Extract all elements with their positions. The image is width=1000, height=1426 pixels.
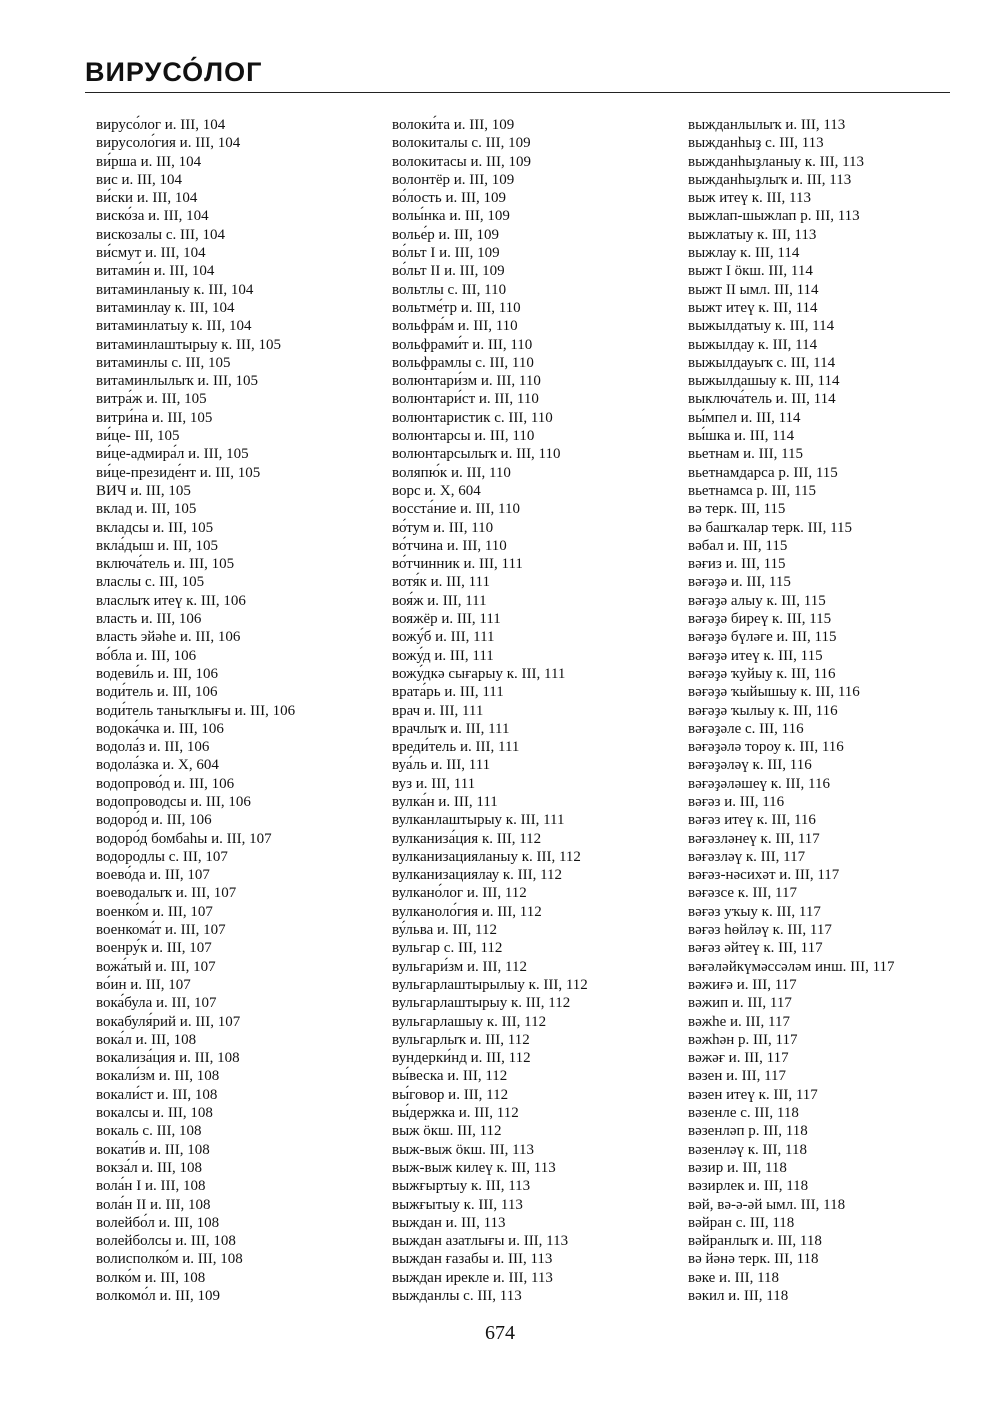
dictionary-entry: во́тум и. III, 110 [392, 519, 494, 536]
dictionary-entry: вьетнамса р. III, 115 [688, 482, 816, 499]
column-2 [392, 116, 672, 1305]
dictionary-entry: вәй, вә-ә-әй ымл. III, 118 [688, 1196, 846, 1213]
dictionary-entry: вирусо́лог и. III, 104 [96, 117, 226, 133]
dictionary-entry: выждан ғазабы и. III, 113 [392, 1251, 553, 1268]
dictionary-entry: вәзенле с. III, 118 [688, 1105, 799, 1122]
dictionary-entry: вәғәз әйтеү к. III, 117 [688, 940, 823, 957]
dictionary-entry: выжлап-шыжлап р. III, 113 [688, 208, 860, 225]
dictionary-entry: вәғәз итеү к. III, 116 [688, 812, 816, 829]
dictionary-entry: воево́да и. III, 107 [96, 867, 210, 884]
dictionary-entry: вәжһе и. III, 117 [688, 1013, 790, 1030]
dictionary-entry: вулканизациялау к. III, 112 [392, 867, 563, 884]
dictionary-entry: выжт I ӧкш. III, 114 [688, 263, 813, 280]
dictionary-entry: волонтёр и. III, 109 [392, 171, 515, 188]
dictionary-entry: вәзенләү к. III, 118 [688, 1141, 807, 1158]
dictionary-entry: выжданһыҙ с. III, 113 [688, 135, 824, 152]
dictionary-entry: вәғәҙә и. III, 115 [688, 574, 791, 591]
dictionary-entry: выж-выж килеү к. III, 113 [392, 1159, 556, 1176]
dictionary-entry: власть эйәһе и. III, 106 [96, 629, 241, 646]
dictionary-entry: выж итеү к. III, 113 [688, 190, 811, 207]
dictionary-entry: волоки́та и. III, 109 [392, 117, 515, 133]
dictionary-entry: водопрово́д и. III, 106 [96, 775, 235, 792]
dictionary-entry: вәкил и. III, 118 [688, 1288, 789, 1304]
dictionary-entry: вәғәҙәләшеү к. III, 116 [688, 775, 830, 792]
dictionary-entry: власть и. III, 106 [96, 611, 202, 628]
dictionary-entry: вы́мпел и. III, 114 [688, 409, 801, 426]
dictionary-entry: ворс и. X, 604 [392, 482, 481, 499]
dictionary-entry: вока́л и. III, 108 [96, 1031, 197, 1048]
dictionary-entry: витаминлатыу к. III, 104 [96, 318, 252, 335]
dictionary-entry: вәзир и. III, 118 [688, 1159, 787, 1176]
dictionary-entry: во́тчинник и. III, 111 [392, 556, 523, 573]
dictionary-entry: водоро́д и. III, 106 [96, 812, 212, 829]
header-rule [85, 92, 950, 93]
dictionary-entry: вкладсы и. III, 105 [96, 519, 214, 536]
dictionary-entry: выжылдауыҡ с. III, 114 [688, 354, 836, 371]
dictionary-entry: вокали́зм и. III, 108 [96, 1068, 220, 1085]
dictionary-entry: воляпю́к и. III, 110 [392, 464, 511, 481]
dictionary-entry: вы́шка и. III, 114 [688, 428, 795, 445]
dictionary-entry: вулка́н и. III, 111 [392, 793, 498, 810]
dictionary-entry: выжғыртыу к. III, 113 [392, 1178, 531, 1195]
dictionary-entry: вәғәҙә алыу к. III, 115 [688, 592, 826, 609]
dictionary-entry: вулканлаштырыу к. III, 111 [392, 812, 565, 829]
column-1 [96, 116, 376, 1305]
dictionary-entry: вульгарлаштырыу к. III, 112 [392, 995, 571, 1012]
dictionary-entry: выжданлылыҡ и. III, 113 [688, 117, 846, 133]
dictionary-entry: вәғәз уҡыу к. III, 117 [688, 903, 821, 920]
column-3 [688, 116, 968, 1305]
dictionary-entry: волко́м и. III, 108 [96, 1269, 206, 1286]
dictionary-entry: вокали́ст и. III, 108 [96, 1086, 218, 1103]
dictionary-entry: военру́к и. III, 107 [96, 940, 212, 957]
dictionary-entry: вьетнам и. III, 115 [688, 446, 804, 463]
dictionary-entry: вульгарлаштырылыу к. III, 112 [392, 976, 588, 993]
dictionary-entry: вәзенләп р. III, 118 [688, 1123, 808, 1140]
dictionary-entry: вокабуля́рий и. III, 107 [96, 1013, 241, 1030]
dictionary-entry: вәғәҙә бүләге и. III, 115 [688, 629, 837, 646]
dictionary-entry: вәжһән р. III, 117 [688, 1031, 798, 1048]
dictionary-entry: вы́говор и. III, 112 [392, 1086, 509, 1103]
dictionary-entry: витра́ж и. III, 105 [96, 391, 207, 408]
dictionary-entry: вокаль с. III, 108 [96, 1123, 202, 1140]
dictionary-entry: вотя́к и. III, 111 [392, 574, 490, 591]
dictionary-entry: вискозалы с. III, 104 [96, 226, 225, 243]
dictionary-entry: военко́м и. III, 107 [96, 903, 213, 920]
dictionary-entry: вирусоло́гия и. III, 104 [96, 135, 241, 152]
dictionary-entry: вәғәз и. III, 116 [688, 793, 785, 810]
dictionary-entry: выжданһыҙланыу к. III, 113 [688, 153, 865, 170]
dictionary-entry: вәғәҙә итеү к. III, 115 [688, 647, 823, 664]
dictionary-entry: водородлы с. III, 107 [96, 848, 228, 865]
dictionary-entry: витри́на и. III, 105 [96, 409, 213, 426]
dictionary-entry: выжданһыҙлыҡ и. III, 113 [688, 171, 852, 188]
dictionary-entry: выждан ирекле и. III, 113 [392, 1269, 553, 1286]
dictionary-entry: вәғәзләү к. III, 117 [688, 848, 806, 865]
dictionary-entry: вәғәҙә ҡылыу к. III, 116 [688, 702, 838, 719]
dictionary-entry: волюнтарсы и. III, 110 [392, 428, 535, 445]
dictionary-entry: вольтме́тр и. III, 110 [392, 299, 521, 316]
dictionary-entry: вәғиз и. III, 115 [688, 556, 786, 573]
dictionary-entry: выж-выж ӧкш. III, 113 [392, 1141, 535, 1158]
dictionary-entry: власлыҡ итеү к. III, 106 [96, 592, 246, 609]
dictionary-entry: волюнтари́ст и. III, 110 [392, 391, 539, 408]
dictionary-entry: врачлыҡ и. III, 111 [392, 720, 510, 737]
dictionary-entry: вокалсы и. III, 108 [96, 1105, 213, 1122]
dictionary-entry: вәғәзләнеү к. III, 117 [688, 830, 820, 847]
dictionary-entry: военкома́т и. III, 107 [96, 922, 226, 939]
dictionary-entry: вольтлы с. III, 110 [392, 281, 507, 298]
dictionary-entry: водола́зка и. X, 604 [96, 757, 219, 774]
dictionary-entry: вьетнамдарса р. III, 115 [688, 464, 838, 481]
dictionary-entry: восста́ние и. III, 110 [392, 501, 520, 518]
dictionary-entry: витаминлау к. III, 104 [96, 299, 235, 316]
dictionary-entry: витаминлы с. III, 105 [96, 354, 231, 371]
dictionary-entry: вольфрамлы с. III, 110 [392, 354, 534, 371]
dictionary-entry: вожу́б и. III, 111 [392, 629, 495, 646]
dictionary-entry: вәғәҙәләү к. III, 116 [688, 757, 812, 774]
dictionary-entry: води́тель и. III, 106 [96, 684, 218, 701]
dictionary-entry: виско́за и. III, 104 [96, 208, 209, 225]
dictionary-entry: вола́н II и. III, 108 [96, 1196, 211, 1213]
dictionary-entry: вәжиғә и. III, 117 [688, 976, 797, 993]
dictionary-entry: витаминланыу к. III, 104 [96, 281, 254, 298]
dictionary-entry: водока́чка и. III, 106 [96, 720, 224, 737]
dictionary-entry: врата́рь и. III, 111 [392, 684, 504, 701]
dictionary-entry: вы́веска и. III, 112 [392, 1068, 508, 1085]
dictionary-entry: выжылдау к. III, 114 [688, 336, 818, 353]
dictionary-entry: витаминлылыҡ и. III, 105 [96, 373, 259, 390]
dictionary-entry: выждан азатлығы и. III, 113 [392, 1233, 569, 1250]
dictionary-entry: ву́льва и. III, 112 [392, 922, 497, 939]
dictionary-entry: вәбал и. III, 115 [688, 537, 788, 554]
dictionary-entry: во́тчина и. III, 110 [392, 537, 507, 554]
dictionary-entry: во́ин и. III, 107 [96, 976, 191, 993]
dictionary-entry: ви́це-президе́нт и. III, 105 [96, 464, 261, 481]
dictionary-entry: вклад и. III, 105 [96, 501, 197, 518]
dictionary-entry: ви́це-адмира́л и. III, 105 [96, 446, 249, 463]
dictionary-entry: волейболсы и. III, 108 [96, 1233, 236, 1250]
dictionary-entry: вульгарлыҡ и. III, 112 [392, 1031, 530, 1048]
dictionary-entry: вәғәз-нәсихәт и. III, 117 [688, 867, 840, 884]
dictionary-entry: вәғәләйкүмәссәләм инш. III, 117 [688, 958, 895, 975]
dictionary-entry: вкла́дыш и. III, 105 [96, 537, 219, 554]
dictionary-entry: выжт II ымл. III, 114 [688, 281, 819, 298]
dictionary-entry: выжлау к. III, 114 [688, 245, 800, 262]
dictionary-entry: волейбо́л и. III, 108 [96, 1214, 220, 1231]
dictionary-entry: вола́н I и. III, 108 [96, 1178, 206, 1195]
dictionary-entry: вы́держка и. III, 112 [392, 1105, 519, 1122]
dictionary-entry: водопроводсы и. III, 106 [96, 793, 251, 810]
dictionary-entry: вулканиза́ция к. III, 112 [392, 830, 542, 847]
dictionary-entry: во́лость и. III, 109 [392, 190, 506, 207]
dictionary-entry: водоро́д бомбаһы и. III, 107 [96, 830, 272, 847]
dictionary-entry: вокализа́ция и. III, 108 [96, 1050, 240, 1067]
dictionary-entry: выжылдатыу к. III, 114 [688, 318, 835, 335]
dictionary-entry: вәзен итеү к. III, 117 [688, 1086, 818, 1103]
dictionary-entry: витаминлаштырыу к. III, 105 [96, 336, 281, 353]
dictionary-entry: вәйранлыҡ и. III, 118 [688, 1233, 822, 1250]
dictionary-entry: вояжёр и. III, 111 [392, 611, 501, 628]
dictionary-entry: вәзирлек и. III, 118 [688, 1178, 809, 1195]
dictionary-entry: во́бла и. III, 106 [96, 647, 197, 664]
dictionary-entry: вульгари́зм и. III, 112 [392, 958, 527, 975]
dictionary-entry: волье́р и. III, 109 [392, 226, 500, 243]
dictionary-entry: ви́смут и. III, 104 [96, 245, 206, 262]
dictionary-entry: витами́н и. III, 104 [96, 263, 215, 280]
page-header [85, 55, 950, 89]
dictionary-entry: вә терк. III, 115 [688, 501, 786, 518]
dictionary-entry: волокитасы и. III, 109 [392, 153, 531, 170]
dictionary-entry: выключа́тель и. III, 114 [688, 391, 836, 408]
dictionary-entry: волы́нка и. III, 109 [392, 208, 510, 225]
dictionary-entry: вулканоло́гия и. III, 112 [392, 903, 542, 920]
dictionary-entry: водеви́ль и. III, 106 [96, 665, 219, 682]
dictionary-entry: волокиталы с. III, 109 [392, 135, 531, 152]
dictionary-entry: волкомо́л и. III, 109 [96, 1288, 221, 1304]
dictionary-entry: волюнтарсылыҡ и. III, 110 [392, 446, 561, 463]
dictionary-entry: во́льт I и. III, 109 [392, 245, 500, 262]
dictionary-entry: вәке и. III, 118 [688, 1269, 780, 1286]
dictionary-entry: волюнтаристик с. III, 110 [392, 409, 553, 426]
dictionary-entry: ВИЧ и. III, 105 [96, 482, 191, 499]
dictionary-entry: вә йәнә терк. III, 118 [688, 1251, 819, 1268]
dictionary-entry: вожу́д и. III, 111 [392, 647, 494, 664]
page-number: 674 [485, 1322, 515, 1344]
dictionary-entry: ви́ски и. III, 104 [96, 190, 198, 207]
dictionary-entry: вәғәҙә ҡуйыу к. III, 116 [688, 665, 836, 682]
dictionary-entry: воеводалыҡ и. III, 107 [96, 885, 237, 902]
dictionary-entry: вульгар с. III, 112 [392, 940, 503, 957]
dictionary-entry: вуз и. III, 111 [392, 775, 476, 792]
dictionary-entry: вәзен и. III, 117 [688, 1068, 787, 1085]
dictionary-entry: выжылдашыу к. III, 114 [688, 373, 840, 390]
dictionary-entry: вокати́в и. III, 108 [96, 1141, 210, 1158]
dictionary-entry: волюнтари́зм и. III, 110 [392, 373, 541, 390]
dictionary-entry: вока́була и. III, 107 [96, 995, 217, 1012]
dictionary-entry: волисполко́м и. III, 108 [96, 1251, 243, 1268]
dictionary-entry: вулкано́лог и. III, 112 [392, 885, 527, 902]
dictionary-entry: вәжәғ и. III, 117 [688, 1050, 789, 1067]
dictionary-entry: выжлатыу к. III, 113 [688, 226, 817, 243]
dictionary-entry: выж ӧкш. III, 112 [392, 1123, 502, 1140]
dictionary-entry: вожа́тый и. III, 107 [96, 958, 216, 975]
running-head: ВИРУСО́ЛОГ [85, 57, 263, 87]
dictionary-entry: вольфра́м и. III, 110 [392, 318, 518, 335]
dictionary-entry: вис и. III, 104 [96, 171, 183, 188]
dictionary-entry: ви́це- III, 105 [96, 428, 180, 445]
dictionary-entry: вреди́тель и. III, 111 [392, 739, 520, 756]
dictionary-entry: вокза́л и. III, 108 [96, 1159, 203, 1176]
dictionary-entry: вәғәҙә ҡыйышыу к. III, 116 [688, 684, 860, 701]
dictionary-entry: включа́тель и. III, 105 [96, 556, 235, 573]
dictionary-entry: врач и. III, 111 [392, 702, 484, 719]
dictionary-entry: выжданлы с. III, 113 [392, 1288, 522, 1304]
dictionary-entry: выждан и. III, 113 [392, 1214, 506, 1231]
dictionary-entry: вундерки́нд и. III, 112 [392, 1050, 531, 1067]
dictionary-entry: вулканизацияланыу к. III, 112 [392, 848, 581, 865]
dictionary-entry: вәғәз һөйләү к. III, 117 [688, 922, 832, 939]
dictionary-entry: выжт итеү к. III, 114 [688, 299, 818, 316]
dictionary-entry: власлы с. III, 105 [96, 574, 205, 591]
dictionary-entry: вәжип и. III, 117 [688, 995, 792, 1012]
dictionary-entry: во́льт II и. III, 109 [392, 263, 505, 280]
dictionary-entry: вәғәҙә биреү к. III, 115 [688, 611, 832, 628]
dictionary-entry: воя́ж и. III, 111 [392, 592, 487, 609]
dictionary-entry: вәғәзсе к. III, 117 [688, 885, 797, 902]
dictionary-entry: вәғәҙәле с. III, 116 [688, 720, 804, 737]
dictionary-entry: вожу́дкә сығарыу к. III, 111 [392, 665, 566, 682]
dictionary-entry: вуа́ль и. III, 111 [392, 757, 491, 774]
dictionary-entry: водола́з и. III, 106 [96, 739, 210, 756]
dictionary-entry: вә башҡалар терк. III, 115 [688, 519, 853, 536]
dictionary-entry: вәйран с. III, 118 [688, 1214, 795, 1231]
dictionary-entry: води́тель таныҡлығы и. III, 106 [96, 702, 296, 719]
dictionary-entry: выжғытыу к. III, 113 [392, 1196, 523, 1213]
dictionary-entry: вәғәҙәлә тороу к. III, 116 [688, 739, 844, 756]
dictionary-entry: вольфрами́т и. III, 110 [392, 336, 533, 353]
dictionary-entry: вульгарлашыу к. III, 112 [392, 1013, 547, 1030]
dictionary-entry: ви́рша и. III, 104 [96, 153, 202, 170]
